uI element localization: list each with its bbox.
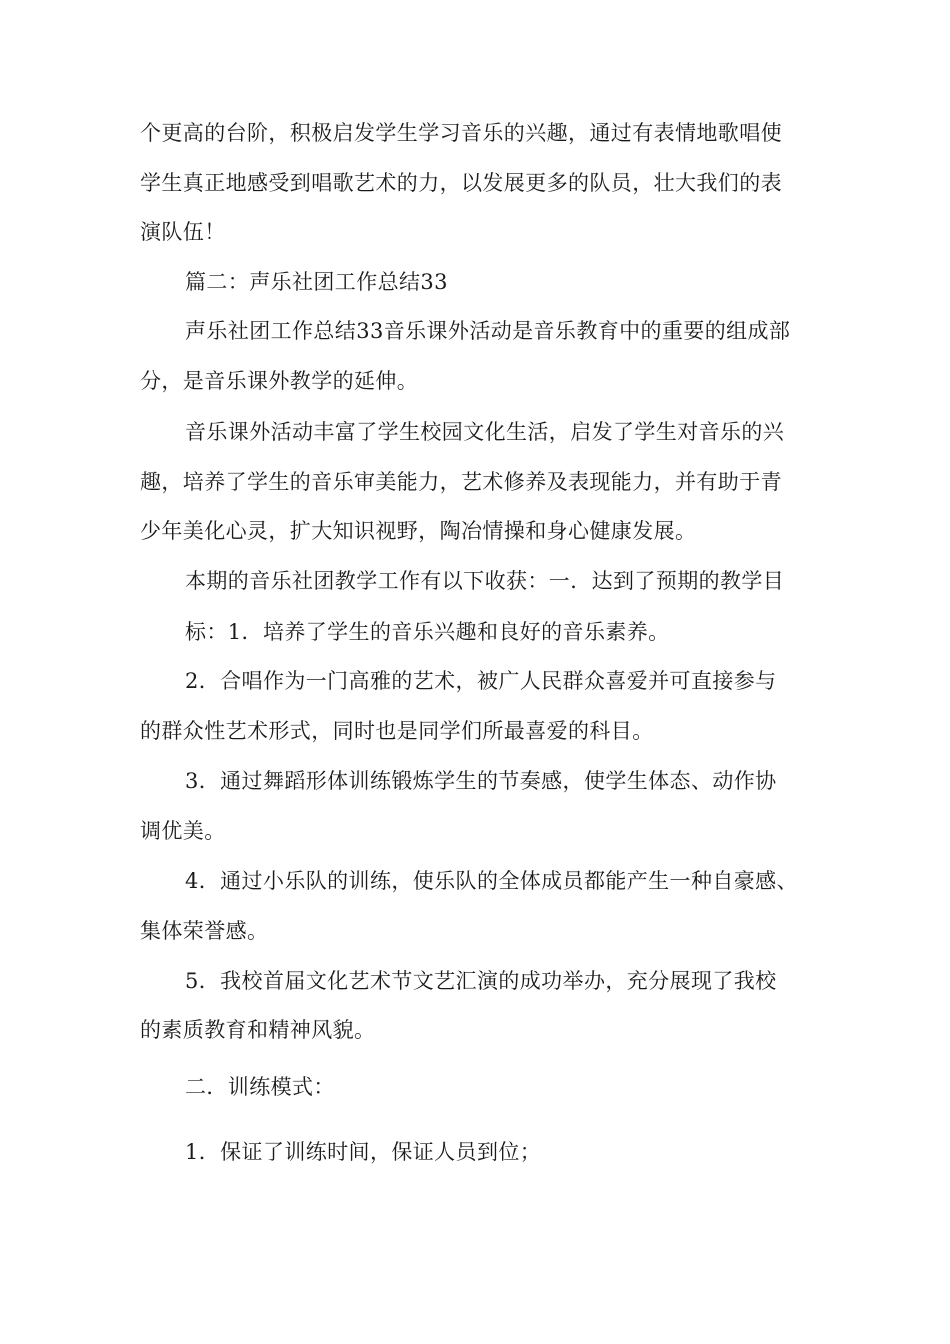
text-line-10: 本期的音乐社团教学工作有以下收获：一．达到了预期的教学目 <box>185 569 785 593</box>
list-item-3: 3．通过舞蹈形体训练锻炼学生的节奏感，使学生体态、动作协 <box>185 769 777 793</box>
text-line-5: 声乐社团工作总结33音乐课外活动是音乐教育中的重要的组成部 <box>185 319 791 343</box>
list-item-2: 2．合唱作为一门高雅的艺术，被广人民群众喜爱并可直接参与 <box>185 669 777 693</box>
list-item-5-cont: 的素质教育和精神风貌。 <box>140 1018 376 1042</box>
text-line-2: 学生真正地感受到唱歌艺术的力，以发展更多的队员，壮大我们的表 <box>140 171 782 195</box>
text-line-6: 分，是音乐课外教学的延伸。 <box>140 369 419 393</box>
text-line-3: 演队伍！ <box>140 220 226 244</box>
text-line-8: 趣，培养了学生的音乐审美能力，艺术修养及表现能力，并有助于青 <box>140 470 782 494</box>
list-item-3-cont: 调优美。 <box>140 819 226 843</box>
list-item-2-cont: 的群众性艺术形式，同时也是同学们所最喜爱的科目。 <box>140 719 654 743</box>
list-item-4: 4．通过小乐队的训练，使乐队的全体成员都能产生一种自豪感、 <box>185 869 798 893</box>
text-line-7: 音乐课外活动丰富了学生校园文化生活，启发了学生对音乐的兴 <box>185 420 785 444</box>
text-line-9: 少年美化心灵，扩大知识视野，陶冶情操和身心健康发展。 <box>140 519 697 543</box>
list-item-4-cont: 集体荣誉感。 <box>140 919 269 943</box>
subsection-heading: 二．训练模式： <box>185 1075 335 1099</box>
section-heading: 篇二：声乐社团工作总结33 <box>185 270 448 294</box>
text-line-11: 标：1．培养了学生的音乐兴趣和良好的音乐素养。 <box>185 620 670 644</box>
training-item-1: 1．保证了训练时间，保证人员到位； <box>185 1140 542 1164</box>
list-item-5: 5．我校首届文化艺术节文艺汇演的成功举办，充分展现了我校 <box>185 969 777 993</box>
text-line-1: 个更高的台阶，积极启发学生学习音乐的兴趣，通过有表情地歌唱使 <box>140 121 782 145</box>
